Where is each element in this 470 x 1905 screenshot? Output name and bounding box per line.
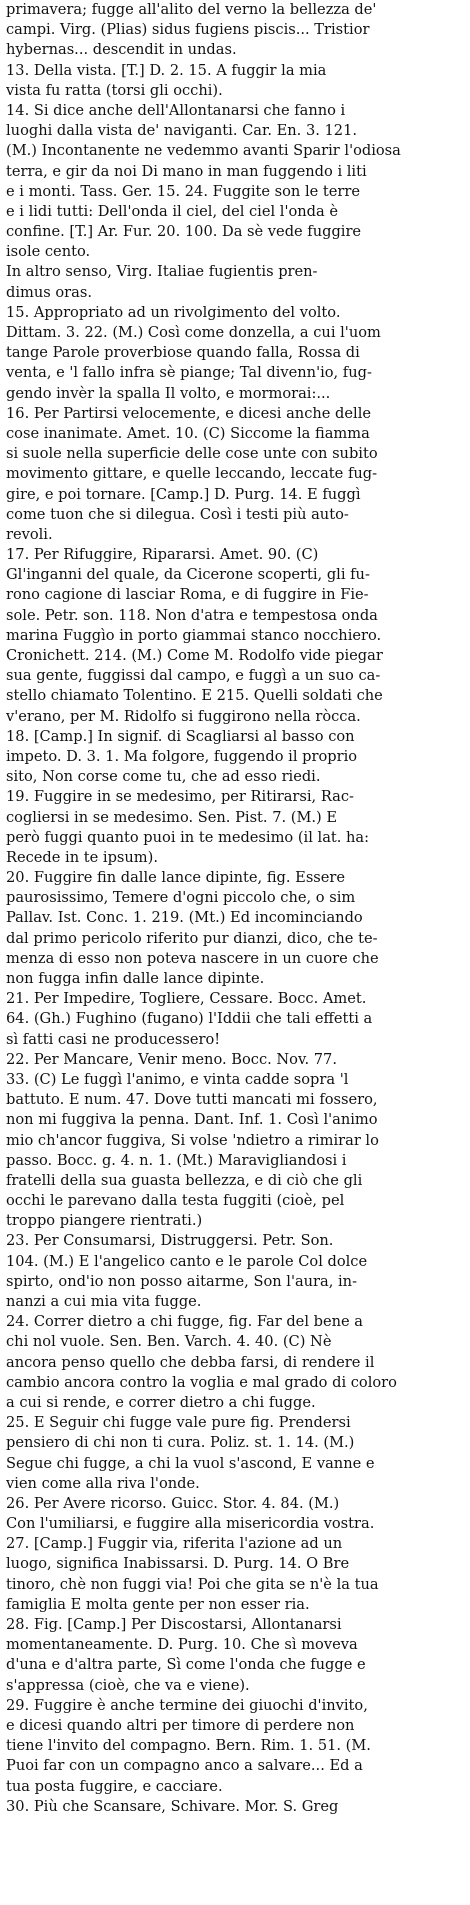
text-line: sole. Petr. son. 118. Non d'atra e tempestosa onda	[6, 606, 378, 624]
text-line: dimus oras.	[6, 283, 92, 301]
text-line: tange Parole proverbiose quando falla, Rossa di	[6, 344, 360, 362]
text-line: marina Fuggìo in porto giammai stanco nocchiero.	[6, 626, 382, 644]
text-line: (M.) Incontanente ne vedemmo avanti Sparir l'odiosa	[6, 142, 401, 160]
text-line: momentaneamente. D. Purg. 10. Che sì moveva	[6, 1636, 358, 1654]
text-line: sua gente, fuggissi dal campo, e fuggì a un suo ca-	[6, 667, 381, 685]
text-line	[6, 1817, 470, 1837]
text-line: non fugga infin dalle lance dipinte.	[6, 970, 265, 987]
text-line: rono cagione di lasciar Roma, e di fuggire in Fie-	[6, 586, 369, 604]
text-line: In altro senso, Virg. Italiae fugientis pren-	[6, 263, 318, 281]
text-line: Con l'umiliarsi, e fuggire alla misericordia vostra.	[6, 1515, 375, 1533]
text-line: 19. Fuggire in se medesimo, per Ritirarsi, Rac-	[6, 788, 354, 806]
text-line: gendo invèr la spalla Il volto, e mormorai:...	[6, 384, 331, 402]
text-line: nanzi a cui mia vita fugge.	[6, 1293, 202, 1310]
text-line: famiglia E molta gente per non esser ria.	[6, 1595, 310, 1613]
text-line: tua posta fuggire, e cacciare.	[6, 1777, 223, 1795]
text-line	[6, 1837, 470, 1857]
text-line: 22. Per Mancare, Venir meno. Bocc. Nov. 77.	[6, 1050, 337, 1068]
text-line: pensiero di chi non ti cura. Poliz. st. 1. 14. (M.)	[6, 1434, 355, 1452]
text-line: 16. Per Partirsi velocemente, e dicesi anche delle	[6, 404, 371, 422]
text-line: cambio ancora contro la voglia e mal grado di coloro	[6, 1373, 397, 1391]
text-line: sito, Non corse come tu, che ad esso riedi.	[6, 768, 321, 786]
text-line: Cronichett. 214. (M.) Come M. Rodolfo vide piegar	[6, 647, 383, 664]
text-line: 23. Per Consumarsi, Distruggersi. Petr. Son.	[6, 1232, 334, 1250]
text-line: cogliersi in se medesimo. Sen. Pist. 7. (M.) E	[6, 808, 338, 826]
text-line: 13. Della vista. [T.] D. 2. 15. A fuggir la mia	[6, 61, 327, 79]
text-line: luogo, significa Inabissarsi. D. Purg. 14. O Bre	[6, 1555, 350, 1573]
text-line: 27. [Camp.] Fuggir via, riferita l'azione ad un	[6, 1535, 343, 1553]
text-line: Pallav. Ist. Conc. 1. 219. (Mt.) Ed incominciando	[6, 909, 363, 927]
text-line: campi. Virg. (Plias) sidus fugiens piscis... Tristior	[6, 21, 370, 39]
text-line: terra, e gir da noi Di mano in man fuggendo i liti	[6, 162, 367, 180]
text-line: paurosissimo, Temere d'ogni piccolo che, o sim	[6, 889, 356, 907]
text-line: v'erano, per M. Ridolfo si fuggirono nella ròcca.	[6, 707, 361, 725]
text-line: Segue chi fugge, a chi la vuol s'ascond, E vanne e	[6, 1454, 375, 1472]
text-line: 104. (M.) E l'angelico canto e le parole Col dolce	[6, 1252, 368, 1270]
text-line: e dicesi quando altri per timore di perdere non	[6, 1716, 355, 1734]
text-line: mio ch'ancor fuggiva, Si volse 'ndietro a rimirar lo	[6, 1131, 379, 1149]
text-line: 18. [Camp.] In signif. di Scagliarsi al basso con	[6, 727, 355, 745]
text-line: Puoi far con un compagno anco a salvare... Ed a	[6, 1757, 363, 1775]
text-line: come tuon che si dilegua. Così i testi più auto-	[6, 505, 349, 523]
text-line: 29. Fuggire è anche termine dei giuochi d'invito,	[6, 1696, 368, 1714]
text-line: menza di esso non poteva nascere in un cuore che	[6, 949, 379, 967]
text-line: spirto, ond'io non posso aitarme, Son l'aura, in-	[6, 1272, 358, 1290]
text-line: troppo piangere rientrati.)	[6, 1212, 203, 1230]
text-line: movimento gittare, e quelle leccando, leccate fug-	[6, 465, 378, 483]
text-line: fratelli della sua guasta bellezza, e di ciò che gli	[6, 1171, 363, 1189]
text-line: stello chiamato Tolentino. E 215. Quelli soldati che	[6, 687, 383, 705]
text-line: d'una e d'altra parte, Sì come l'onda che fugge e	[6, 1656, 366, 1674]
text-line: Recede in te ipsum).	[6, 848, 158, 866]
text-line: Dittam. 3. 22. (M.) Così come donzella, a cui l'uom	[6, 324, 381, 341]
text-line: 21. Per Impedire, Togliere, Cessare. Bocc. Amet.	[6, 990, 367, 1008]
text-line: a cui si rende, e correr dietro a chi fugge.	[6, 1393, 316, 1411]
text-line: Gl'inganni del quale, da Cicerone scoperti, gli fu-	[6, 566, 370, 584]
text-line: 33. (C) Le fuggì l'animo, e vinta cadde sopra 'l	[6, 1070, 349, 1088]
text-line: 26. Per Avere ricorso. Guicc. Stor. 4. 84. (M.)	[6, 1494, 340, 1512]
text-line: 24. Correr dietro a chi fugge, fig. Far del bene a	[6, 1313, 363, 1331]
text-line: s'appressa (cioè, che va e viene).	[6, 1676, 250, 1694]
text-line: vista fu ratta (torsi gli occhi).	[6, 81, 223, 99]
text-line: 20. Fuggire fin dalle lance dipinte, fig. Essere	[6, 869, 346, 887]
text-line: luoghi dalla vista de' naviganti. Car. En. 3. 121.	[6, 122, 358, 140]
text-line: però fuggi quanto puoi in te medesimo (il lat. ha:	[6, 828, 370, 846]
text-line: passo. Bocc. g. 4. n. 1. (Mt.) Maravigliandosi i	[6, 1151, 347, 1169]
text-line: si suole nella superficie delle cose unte con subito	[6, 445, 378, 463]
text-line: hybernas... descendit in undas.	[6, 41, 237, 59]
text-line: tiene l'invito del compagno. Bern. Rim. 1. 51. (M.	[6, 1737, 371, 1755]
text-line: isole cento.	[6, 243, 91, 261]
text-line: dal primo pericolo riferito pur dianzi, dico, che te-	[6, 929, 378, 947]
text-line: primavera; fugge all'alito del verno la bellezza de'	[6, 1, 377, 18]
text-line: 14. Si dice anche dell'Allontanarsi che fanno i	[6, 101, 346, 119]
text-line: vien come alla riva l'onde.	[6, 1474, 200, 1492]
text-line: occhi le parevano dalla testa fuggiti (cioè, pel	[6, 1192, 345, 1210]
text-line: non mi fuggiva la penna. Dant. Inf. 1. Così l'animo	[6, 1111, 378, 1129]
text-line: 15. Appropriato ad un rivolgimento del volto.	[6, 303, 341, 321]
text-line: 28. Fig. [Camp.] Per Discostarsi, Allontanarsi	[6, 1616, 342, 1633]
text-line: 64. (Gh.) Fughino (fugano) l'Iddii che tali effetti a	[6, 1010, 373, 1028]
text-line: 25. E Seguir chi fugge vale pure fig. Prendersi	[6, 1414, 351, 1432]
text-line: 30. Più che Scansare, Schivare. Mor. S. Greg	[6, 1797, 339, 1815]
text-line: sì fatti casi ne producessero!	[6, 1030, 221, 1048]
text-line: 17. Per Rifuggire, Ripararsi. Amet. 90. (C)	[6, 546, 319, 564]
text-line: confine. [T.] Ar. Fur. 20. 100. Da sè vede fuggire	[6, 223, 362, 241]
text-line: e i lidi tutti: Dell'onda il ciel, del ciel l'onda è	[6, 202, 338, 220]
text-line: e i monti. Tass. Ger. 15. 24. Fuggite son le terre	[6, 182, 360, 200]
text-line: impeto. D. 3. 1. Ma folgore, fuggendo il proprio	[6, 747, 358, 765]
text-line: venta, e 'l fallo infra sè piange; Tal divenn'io, fug-	[6, 364, 372, 382]
text-line: gire, e poi tornare. [Camp.] D. Purg. 14. E fuggì	[6, 485, 361, 503]
text-line: revoli.	[6, 525, 53, 543]
text-line: ancora penso quello che debba farsi, di rendere il	[6, 1353, 375, 1371]
text-line: cose inanimate. Amet. 10. (C) Siccome la fiamma	[6, 424, 370, 442]
text-line: battuto. E num. 47. Dove tutti mancati mi fossero,	[6, 1091, 378, 1109]
text-line: chi nol vuole. Sen. Ben. Varch. 4. 40. (C) Nè	[6, 1333, 332, 1351]
text-line: tinoro, chè non fuggi via! Poi che gita se n'è la tua	[6, 1575, 379, 1593]
text-line	[6, 1857, 470, 1877]
